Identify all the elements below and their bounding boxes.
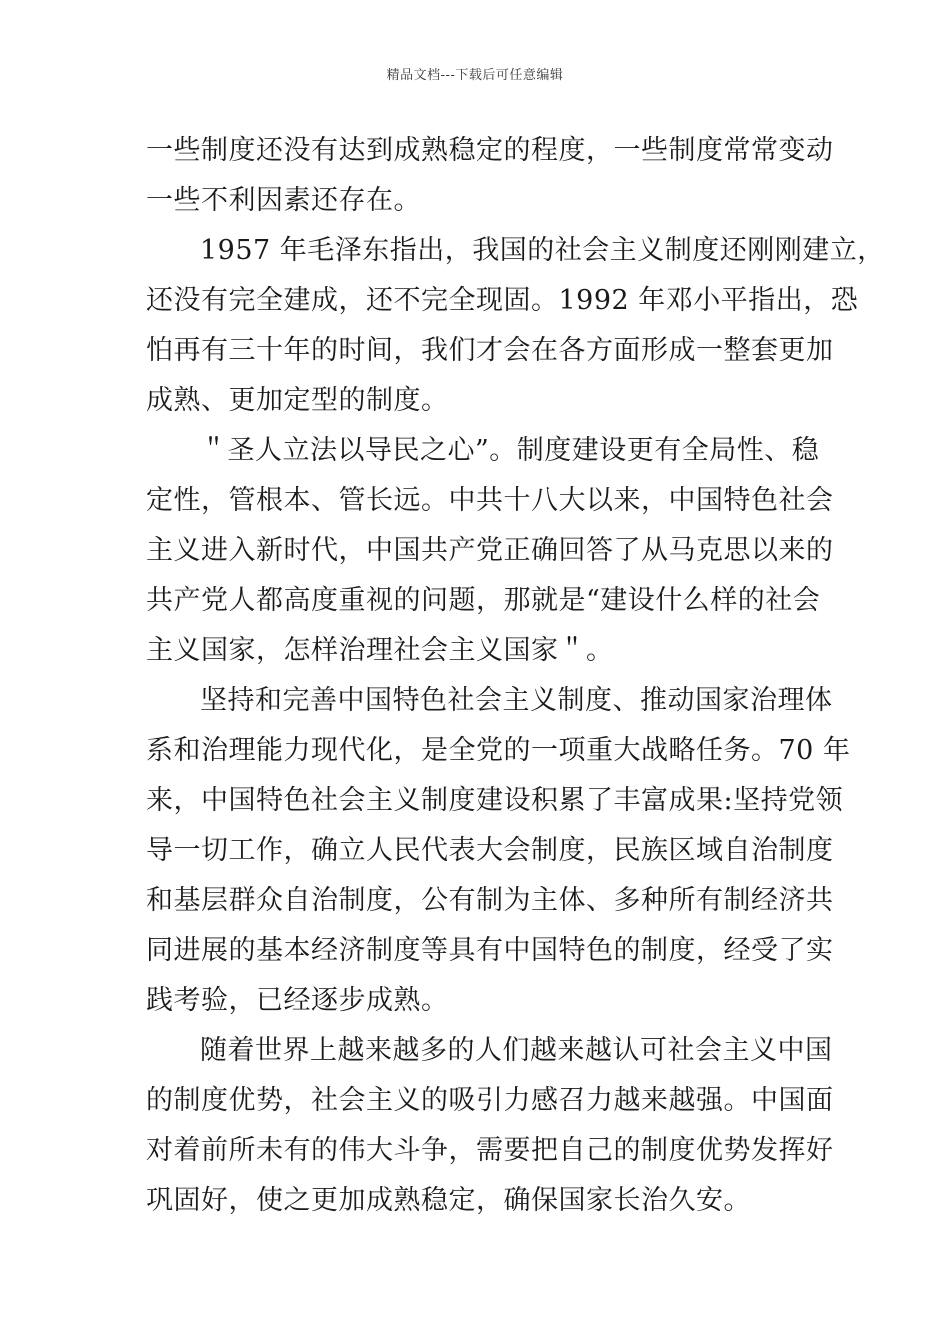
text-line: 1957 年毛泽东指出，我国的社会主义制度还刚刚建立，	[200, 235, 885, 266]
text-line: ＂圣人立法以导民之心”。制度建设更有全局性、稳	[200, 435, 820, 466]
text-line: 践考验，已经逐步成熟。	[146, 985, 449, 1016]
text-line: 导一切工作，确立人民代表大会制度，民族区域自治制度	[146, 835, 834, 866]
text-line: 随着世界上越来越多的人们越来越认可社会主义中国	[200, 1035, 833, 1066]
text-line: 主义国家，怎样治理社会主义国家＂。	[146, 635, 614, 666]
paragraph-3	[146, 426, 834, 676]
text-line: 一些不利因素还存在。	[146, 185, 421, 216]
text-line: 坚持和完善中国特色社会主义制度、推动国家治理体	[200, 685, 833, 716]
text-line: 一些制度还没有达到成熟稳定的程度，一些制度常常变动	[146, 135, 834, 166]
text-line: 的制度优势，社会主义的吸引力感召力越来越强。中国面	[146, 1085, 834, 1116]
text-line: 成熟、更加定型的制度。	[146, 385, 449, 416]
paragraph-2	[146, 226, 885, 426]
text-line: 对着前所未有的伟大斗争，需要把自己的制度优势发挥好	[146, 1135, 834, 1166]
text-line: 来，中国特色社会主义制度建设积累了丰富成果:坚持党领	[146, 785, 844, 816]
text-line: 怕再有三十年的时间，我们才会在各方面形成一整套更加	[146, 335, 834, 366]
text-line: 定性，管根本、管长远。中共十八大以来，中国特色社会	[146, 485, 834, 516]
text-line: 系和治理能力现代化，是全党的一项重大战略任务。70 年	[146, 735, 851, 766]
text-line: 还没有完全建成，还不完全现固。1992 年邓小平指出，恐	[146, 285, 859, 316]
page-header: 精品文档---下载后可任意编辑	[386, 68, 564, 83]
text-line: 共产党人都高度重视的问题，那就是“建设什么样的社会	[146, 585, 821, 616]
paragraph-4	[146, 676, 851, 1026]
paragraph-5	[146, 1026, 834, 1226]
text-line: 和基层群众自治制度，公有制为主体、多种所有制经济共	[146, 885, 834, 916]
text-line: 主义进入新时代，中国共产党正确回答了从马克思以来的	[146, 535, 834, 566]
text-line: 同进展的基本经济制度等具有中国特色的制度，经受了实	[146, 935, 834, 966]
body-text	[146, 126, 885, 1226]
text-line: 巩固好，使之更加成熟稳定，确保国家长治久安。	[146, 1185, 751, 1216]
paragraph-1	[146, 126, 834, 226]
